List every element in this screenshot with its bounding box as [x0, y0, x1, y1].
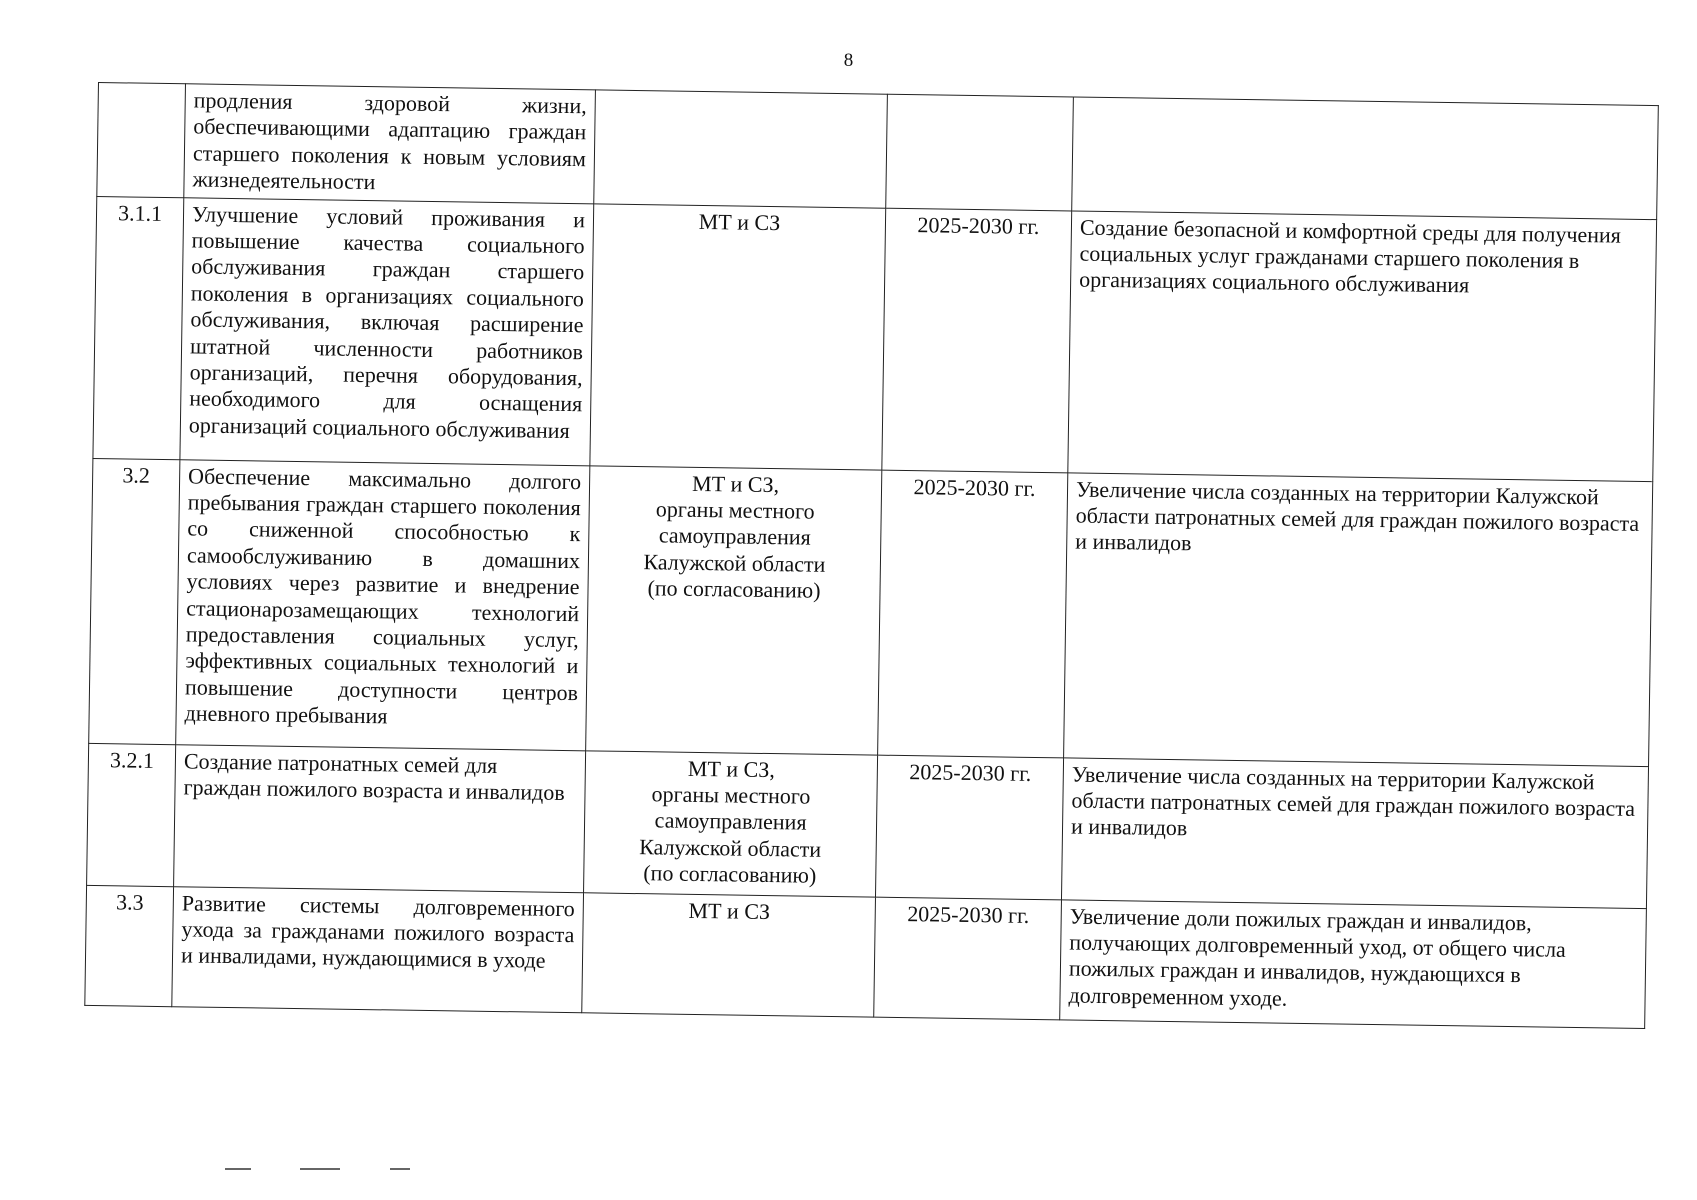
executor-line: самоуправления — [658, 522, 811, 550]
row-number: 3.3 — [85, 885, 174, 1006]
executor-cell — [586, 465, 882, 754]
term-cell: 2025-2030 гг. — [875, 755, 1063, 900]
row-number: 3.1.1 — [93, 196, 184, 459]
executor-line: МТ и СЗ — [688, 897, 771, 924]
table-row — [93, 196, 1657, 481]
measure-description: Улучшение условий проживания и повышение качества социального обслуживания граждан старшего поколения в организациях социального обслуживания, включая расширение штатной численности работников организаций, перечня оборудования, необходимого для оснащения организаций социального обслуживания — [180, 197, 594, 465]
term-cell: 2025-2030 гг. — [882, 208, 1072, 473]
measures-table — [84, 82, 1659, 1029]
scan-artifacts — [60, 1168, 460, 1172]
term-cell: 2025-2030 гг. — [874, 897, 1062, 1020]
executor-line: МТ и СЗ, — [687, 755, 776, 782]
table-row — [85, 885, 1647, 1028]
row-number: 3.2 — [89, 458, 180, 744]
executor-cell — [584, 750, 878, 896]
table-row — [87, 743, 1649, 908]
term-cell: 2025-2030 гг. — [878, 470, 1068, 758]
executor-line: Калужской области — [639, 833, 822, 862]
executor-line: самоуправления — [654, 807, 807, 835]
measure-description: Развитие системы долговременного ухода за гражданами пожилого возраста и инвалидами, нуждающимися в уходе — [172, 886, 584, 1012]
table-row — [89, 458, 1653, 766]
executor-line: (по согласованию) — [647, 575, 821, 603]
result-cell: Увеличение доли пожилых граждан и инвалидов, получающих долговременный уход, от общего числа пожилых граждан и инвалидов, нуждающихся в долговременном уходе. — [1060, 899, 1647, 1028]
executor-line: (по согласованию) — [643, 860, 817, 888]
row-number: 3.2.1 — [87, 743, 176, 886]
result-cell: Увеличение числа созданных на территории Калужской области патронатных семей для граждан пожилого возраста и инвалидов — [1064, 472, 1653, 766]
measure-description: Создание патронатных семей для граждан пожилого возраста и инвалидов — [174, 744, 586, 892]
result-cell: Создание безопасной и комфортной среды для получения социальных услуг гражданами старшего поколения в организациях социального обслуживания — [1068, 211, 1657, 482]
executor-line: органы местного — [655, 496, 815, 524]
executor-cell — [590, 203, 886, 469]
executor-line: Калужской области — [643, 548, 826, 577]
executor-cell — [582, 892, 876, 1016]
measure-description: продления здоровой жизни, обеспечивающими адаптацию граждан старшего поколения к новым условиям жизнедеятельности — [184, 84, 596, 204]
executor-cell — [594, 90, 888, 208]
document-body — [84, 82, 1658, 1029]
term-cell — [886, 94, 1074, 210]
executor-line: МТ и СЗ, — [691, 470, 780, 497]
page-number: 8 — [843, 50, 854, 71]
executor-line: МТ и СЗ — [698, 208, 781, 235]
executor-line: органы местного — [651, 781, 811, 809]
result-cell: Увеличение числа созданных на территории Калужской области патронатных семей для граждан пожилого возраста и инвалидов — [1061, 757, 1648, 908]
row-number — [97, 83, 186, 198]
result-cell — [1072, 97, 1659, 219]
measure-description: Обеспечение максимально долгого пребывания граждан старшего поколения со сниженной способностью к самообслуживанию в домашних условиях через развитие и внедрение стационарозамещающих технологий предоставления социальных услуг, эффективных социальных технологий и повышение доступности центров дневного пребывания — [176, 459, 590, 750]
